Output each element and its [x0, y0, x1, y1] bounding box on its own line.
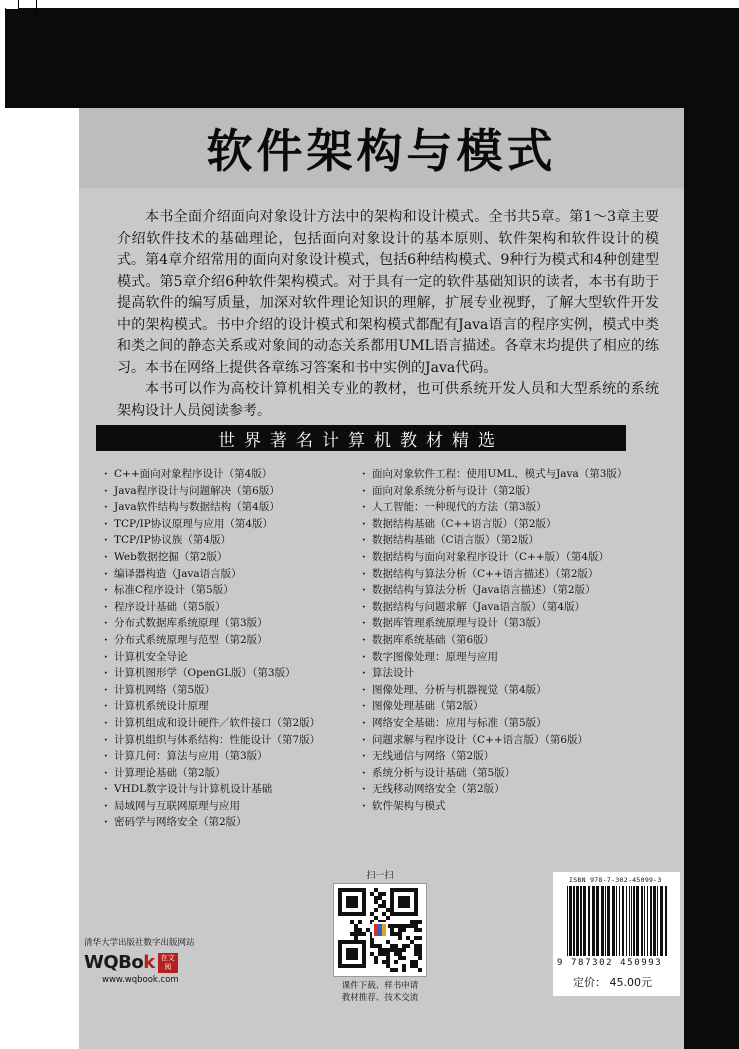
- book-list-item: · 算法设计: [362, 665, 627, 682]
- book-list-item: · 密码学与网络安全（第2版）: [104, 814, 320, 831]
- book-list-item: · 面向对象系统分析与设计（第2版）: [362, 483, 627, 500]
- book-list-item: · Java程序设计与问题解决（第6版）: [104, 483, 320, 500]
- book-list-item: · 数据结构与算法分析（Java语言描述）（第2版）: [362, 582, 627, 599]
- left-margin: [0, 108, 79, 1049]
- book-list-item: · 计算理论基础（第2版）: [104, 765, 320, 782]
- book-description: [117, 207, 659, 422]
- publisher-block: [84, 936, 224, 985]
- book-list-item: · 数据结构基础（C++语言版）（第2版）: [362, 516, 627, 533]
- book-list-item: · 数据库管理系统原理与设计（第3版）: [362, 615, 627, 632]
- publisher-logo: [84, 952, 224, 973]
- book-list-item: · 计算机系统设计原理: [104, 698, 320, 715]
- book-list-item: · 计算机组织与体系结构：性能设计（第7版）: [104, 732, 320, 749]
- book-list-item: · 计算机组成和设计硬件／软件接口（第2版）: [104, 715, 320, 732]
- book-list-item: · C++面向对象程序设计（第4版）: [104, 466, 320, 483]
- publisher-url[interactable]: www.wqbook.com: [102, 975, 179, 985]
- book-list-item: · 编译器构造（Java语言版）: [104, 566, 320, 583]
- book-list-item: · 计算机图形学（OpenGL版）（第3版）: [104, 665, 320, 682]
- book-list-item: · Java软件结构与数据结构（第4版）: [104, 499, 320, 516]
- book-list-item: · 数据库系统基础（第6版）: [362, 632, 627, 649]
- book-list-item: · 问题求解与程序设计（C++语言版）（第6版）: [362, 732, 627, 749]
- book-list-item: · 数据结构与问题求解（Java语言版）（第4版）: [362, 599, 627, 616]
- logo-text: WQBok: [84, 952, 155, 973]
- book-list-item: · 软件架构与模式: [362, 798, 627, 815]
- series-title-bar: 世界著名计算机教材精选: [96, 425, 626, 451]
- book-list-item: · 数据结构与算法分析（C++语言描述）（第2版）: [362, 566, 627, 583]
- qr-caption: [328, 980, 432, 1004]
- logo-stamp: 在文阅: [158, 953, 178, 973]
- book-list-item: · 标准C程序设计（第5版）: [104, 582, 320, 599]
- book-list-item: · 计算机安全导论: [104, 649, 320, 666]
- book-list-item: · 数据结构基础（C语言版）（第2版）: [362, 532, 627, 549]
- book-list-left: [104, 466, 320, 831]
- crop-mark: [36, 0, 37, 12]
- book-list-item: · 网络安全基础：应用与标准（第5版）: [362, 715, 627, 732]
- book-list-item: · Web数据挖掘（第2版）: [104, 549, 320, 566]
- book-list-right: [362, 466, 627, 814]
- qr-caption-line: 教材推荐、技术交流: [341, 993, 419, 1003]
- book-list-item: · 系统分析与设计基础（第5版）: [362, 765, 627, 782]
- description-paragraph: 本书可以作为高校计算机相关专业的教材，也可供系统开发人员和大型系统的系统架构设计人员阅读参考。: [117, 381, 659, 419]
- book-list-item: · 分布式系统原理与范型（第2版）: [104, 632, 320, 649]
- publisher-site-name: 清华大学出版社数字出版网站: [84, 938, 195, 948]
- black-top-band: [5, 8, 739, 108]
- book-list-item: · 无线通信与网络（第2版）: [362, 748, 627, 765]
- book-list-item: · 图像处理、分析与机器视觉（第4版）: [362, 682, 627, 699]
- book-list-item: · 计算几何：算法与应用（第3版）: [104, 748, 320, 765]
- barcode-digits: 9 787302 450993: [557, 958, 663, 968]
- book-list-item: · 人工智能：一种现代的方法（第3版）: [362, 499, 627, 516]
- crop-mark: [18, 0, 19, 12]
- book-list-item: · 程序设计基础（第5版）: [104, 599, 320, 616]
- book-list-item: · 数字图像处理：原理与应用: [362, 649, 627, 666]
- book-list-item: · 无线移动网络安全（第2版）: [362, 781, 627, 798]
- book-list-item: · 图像处理基础（第2版）: [362, 698, 627, 715]
- black-spine-band: [684, 8, 739, 1049]
- description-paragraph: 本书全面介绍面向对象设计方法中的架构和设计模式。全书共5章。第1～3章主要介绍软件技术的基础理论，包括面向对象设计的基本原则、软件架构和软件设计的模式。第4章介绍常用的面向对象设计模式，包括6种结构模式、9种行为模式和4种创建型模式。第5章介绍6种软件架构模式。对于具有一定的软件基础知识的读者，本书有助于提高软件的编写质量，加深对软件理论知识的理解，扩展专业视野，了解大型软件开发中的架构模式。书中介绍的设计模式和架构模式都配有Java语言的程序实例，模式中类和类之间的静态关系或对象间的动态关系都用UML语言描述。各章末均提供了相应的练习。本书在网络上提供各章练习答案和书中实例的Java代码。: [117, 209, 659, 376]
- book-list-item: · 数据结构与面向对象程序设计（C++版）（第4版）: [362, 549, 627, 566]
- book-list-item: · 局域网与互联网原理与应用: [104, 798, 320, 815]
- qr-label: 扫一扫: [366, 871, 394, 881]
- qr-code[interactable]: [333, 883, 427, 977]
- barcode-graphic: [567, 886, 667, 958]
- book-list-item: · 面向对象软件工程：使用UML、模式与Java（第3版）: [362, 466, 627, 483]
- book-list-item: · 分布式数据库系统原理（第3版）: [104, 615, 320, 632]
- price: 定价： 45.00元: [573, 976, 652, 989]
- book-list-item: · VHDL数字设计与计算机设计基础: [104, 781, 320, 798]
- qr-section: [328, 868, 432, 1004]
- qr-caption-line: 课件下载、样书申请: [341, 981, 419, 991]
- isbn-number: ISBN 978-7-302-45099-3: [569, 876, 662, 884]
- book-list-item: · TCP/IP协议族（第4版）: [104, 532, 320, 549]
- crop-mark: [6, 8, 18, 9]
- book-title: 软件架构与模式: [206, 124, 557, 178]
- isbn-barcode-box: [553, 872, 680, 996]
- qr-code-graphic: [338, 888, 422, 972]
- book-list-item: · TCP/IP协议原理与应用（第4版）: [104, 516, 320, 533]
- book-list-item: · 计算机网络（第5版）: [104, 682, 320, 699]
